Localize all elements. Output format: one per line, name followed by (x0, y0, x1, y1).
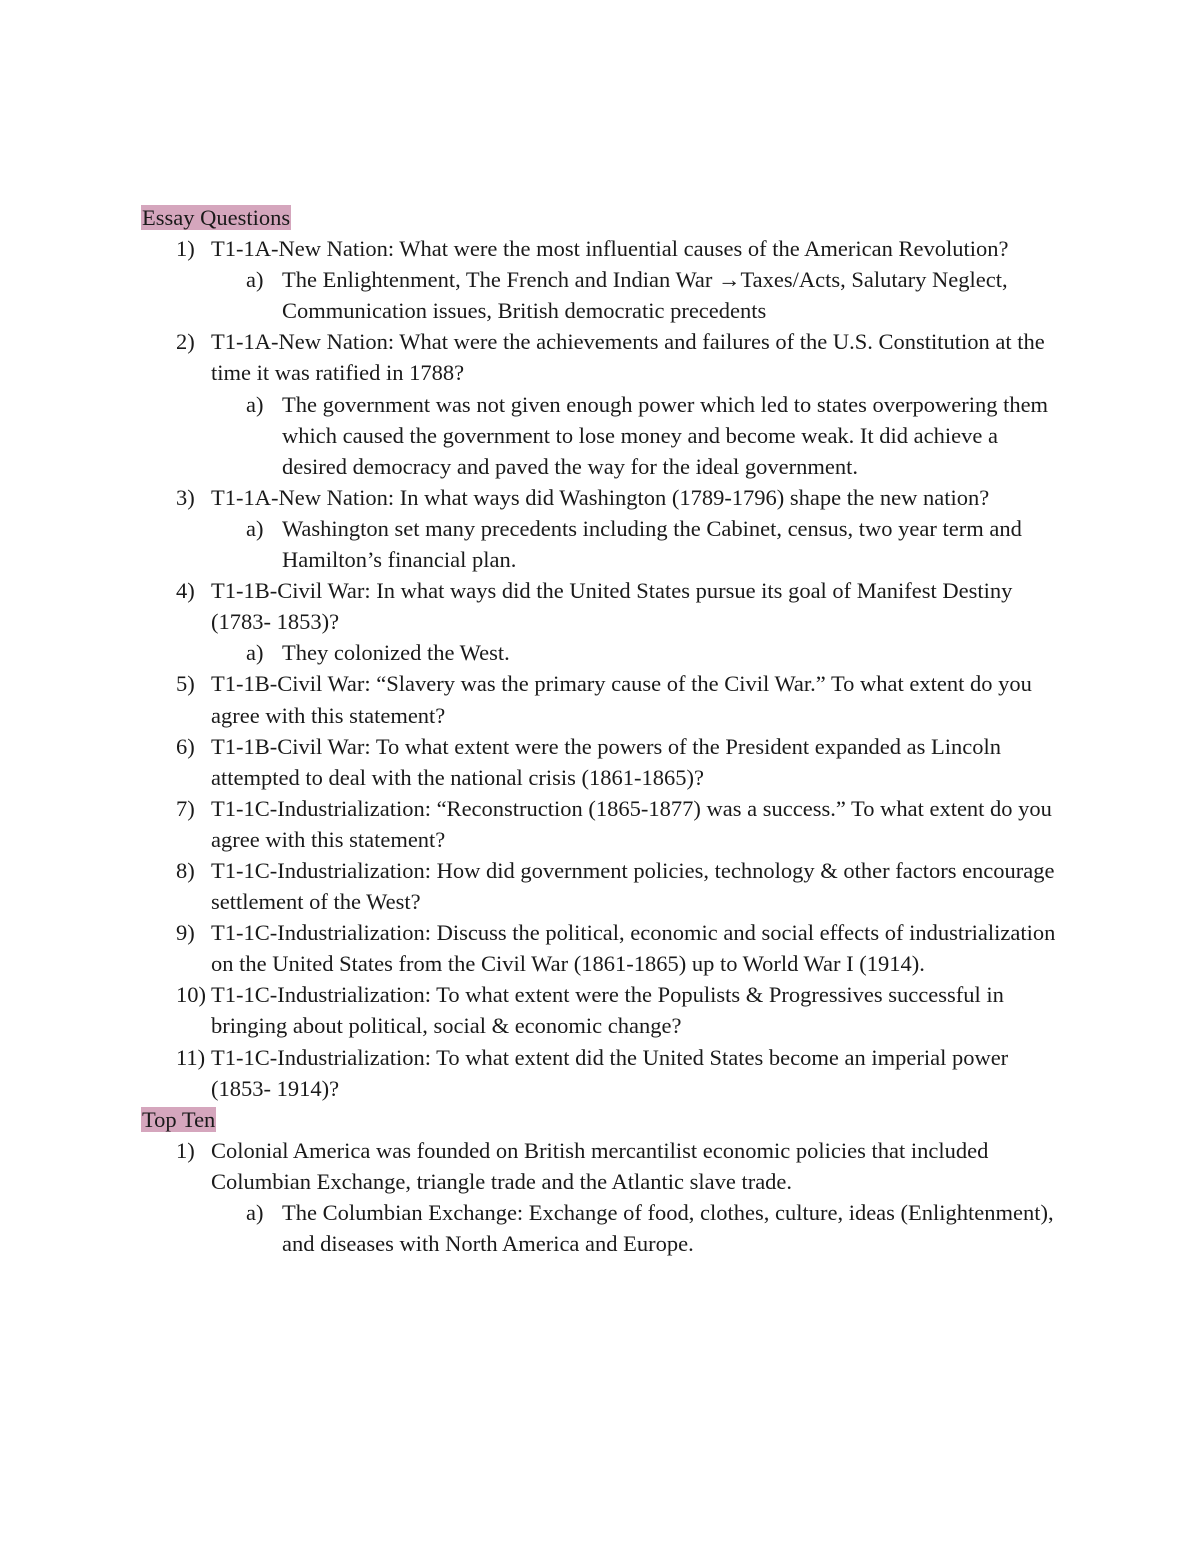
list-item-number: 10) (176, 982, 206, 1008)
sub-list-item (141, 513, 1066, 575)
list-item-number: 3) (176, 484, 195, 510)
section-heading-essay-questions (141, 202, 1066, 233)
list-item (141, 233, 1066, 264)
list-item-number: 6) (176, 733, 195, 759)
sub-list-item-letter: a) (246, 640, 264, 666)
list-item (141, 575, 1066, 637)
list-item-text: T1-1B-Civil War: To what extent were the powers of the President expanded as Lincoln attempted to deal with the national crisis (1861-1865)? (211, 733, 1001, 790)
list-item (141, 1135, 1066, 1197)
sub-list-item-text: The government was not given enough power which led to states overpowering them which caused the government to lose money and become weak. It did achieve a desired democracy and paved the way for the ideal government. (282, 391, 1049, 479)
list-item-text: T1-1A-New Nation: What were the most influential causes of the American Revolution? (211, 236, 1009, 262)
list-item-text: T1-1A-New Nation: What were the achievements and failures of the U.S. Constitution at the time it was ratified in 1788? (211, 329, 1045, 386)
sub-list-item-letter: a) (246, 515, 264, 541)
sub-list-item-letter: a) (246, 267, 264, 293)
list-item-text: T1-1B-Civil War: In what ways did the United States pursue its goal of Manifest Destiny (1783- 1853)? (211, 578, 1013, 635)
list-item (141, 668, 1066, 730)
list-item (141, 979, 1066, 1041)
list-item-number: 5) (176, 671, 195, 697)
document-body (141, 202, 1066, 1259)
list-item-number: 4) (176, 578, 195, 604)
sub-list-item-text: The Columbian Exchange: Exchange of food, clothes, culture, ideas (Enlightenment), and diseases with North America and Europe. (282, 1200, 1054, 1257)
section-heading-top-ten (141, 1104, 1066, 1135)
list-item-number: 8) (176, 857, 195, 883)
sub-list-item-letter: a) (246, 391, 264, 417)
sub-list-item-text: The Enlightenment, The French and Indian War →Taxes/Acts, Salutary Neglect, Communication issues, British democratic precedents (282, 267, 1008, 324)
list-item-text: T1-1B-Civil War: “Slavery was the primary cause of the Civil War.” To what extent do you agree with this statement? (211, 671, 1032, 728)
list-item (141, 482, 1066, 513)
list-item (141, 917, 1066, 979)
list-item-text: T1-1C-Industrialization: “Reconstruction (1865-1877) was a success.” To what extent do you agree with this statement? (211, 795, 1052, 852)
list-item-text: T1-1C-Industrialization: How did government policies, technology & other factors encourage settlement of the West? (211, 857, 1055, 915)
list-item-text: T1-1C-Industrialization: To what extent were the Populists & Progressives successful in bringing about political, social & economic change? (211, 982, 1004, 1039)
list-item (141, 326, 1066, 388)
sub-list-item-letter: a) (246, 1200, 264, 1225)
list-item (141, 1042, 1066, 1104)
sub-list-item-text: Washington set many precedents including the Cabinet, census, two year term and Hamilton’s financial plan. (282, 515, 1022, 573)
section-heading-text: Top Ten (142, 1106, 216, 1132)
sub-list-item-text: They colonized the West. (282, 640, 510, 666)
sub-list-item (141, 1197, 1066, 1259)
section-heading-text: Essay Questions (142, 205, 291, 230)
list-item-number: 9) (176, 920, 195, 946)
list-item-text: Colonial America was founded on British mercantilist economic policies that included Columbian Exchange, triangle trade and the Atlantic slave trade. (211, 1137, 989, 1194)
list-item (141, 793, 1066, 855)
sub-list-item (141, 637, 1066, 668)
list-item (141, 855, 1066, 917)
sub-list-item (141, 264, 1066, 326)
list-item-number: 11) (176, 1044, 206, 1070)
sub-list-item (141, 389, 1066, 482)
list-item-number: 1) (176, 1137, 195, 1163)
list-item-number: 2) (176, 329, 195, 355)
list-item-number: 7) (176, 795, 195, 821)
list-item-number: 1) (176, 236, 195, 262)
list-item-text: T1-1A-New Nation: In what ways did Washington (1789-1796) shape the new nation? (211, 484, 990, 510)
list-item (141, 731, 1066, 793)
list-item-text: T1-1C-Industrialization: Discuss the political, economic and social effects of industrialization on the United States from the Civil War (1861-1865) up to World War I (1914). (211, 920, 1056, 977)
list-item-text: T1-1C-Industrialization: To what extent did the United States become an imperial power (1853- 1914)? (211, 1044, 1009, 1101)
